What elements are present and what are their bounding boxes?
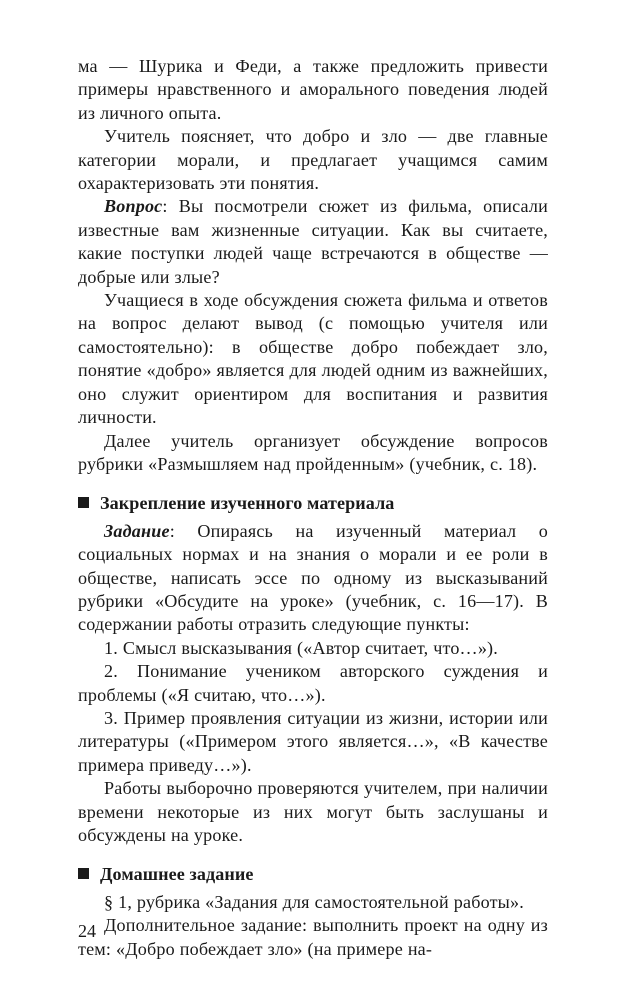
lead-term-vopros: Вопрос	[104, 196, 163, 217]
body-paragraph: § 1, рубрика «Задания для самостоятельной работы».	[104, 891, 524, 912]
paragraph-body-text: : Вы посмотрели сюжет из фильма, описали известные вам жизненные ситуации. Как вы считаете, какие поступки людей чаще встречаются в обществе — добрые или злые?	[78, 196, 548, 287]
section-heading-homework	[78, 863, 548, 886]
body-paragraph: Учитель поясняет, что добро и зло — две главные категории морали, и предлагает учащимся самим охарактеризовать эти понятия.	[78, 126, 548, 194]
heading-spacer	[78, 476, 548, 492]
body-paragraph: Далее учитель организует обсуждение вопросов рубрики «Размышляем над пройденным» (учебник, с. 18).	[78, 430, 548, 474]
body-paragraph-question	[78, 195, 548, 289]
section-heading-label: Закрепление изученного материала	[100, 493, 395, 514]
numbered-item: 3. Пример проявления ситуации из жизни, истории или литературы («Примером этого является…», «В качестве примера приведу…»).	[78, 707, 548, 775]
body-paragraph: ма — Шурика и Феди, а также предложить привести примеры нравственного и аморального поведения людей из личного опыта.	[78, 56, 548, 123]
numbered-item: 2. Понимание учеником авторского суждения и проблемы («Я считаю, что…»).	[78, 661, 548, 705]
heading-spacer	[78, 847, 548, 863]
numbered-item: 1. Смысл высказывания («Автор считает, что…»).	[104, 637, 498, 658]
filled-square-bullet-icon	[78, 497, 89, 508]
text-column	[78, 55, 548, 961]
filled-square-bullet-icon	[78, 868, 89, 879]
section-heading-consolidation	[78, 492, 548, 515]
page-number: 24	[78, 921, 97, 941]
section-heading-label: Домашнее задание	[100, 864, 254, 885]
body-paragraph: Работы выборочно проверяются учителем, при наличии времени некоторые из них могут быть заслушаны и обсуждены на уроке.	[78, 778, 548, 845]
body-paragraph: Учащиеся в ходе обсуждения сюжета фильма и ответов на вопрос делают вывод (с помощью учителя или самостоятельно): в обществе добро побеждает зло, понятие «добро» является для людей одним из важнейших, оно служит ориентиром для воспитания и развития личности.	[78, 290, 548, 428]
lead-term-zadanie: Задание	[104, 520, 170, 541]
body-paragraph: Дополнительное задание: выполнить проект на одну из тем: «Добро побеждает зло» (на примере на-	[78, 915, 548, 959]
paragraph-body-text: : Опираясь на изученный материал о социальных нормах и на знания о морали и ее роли в обществе, написать эссе по одному из высказываний рубрики «Обсудите на уроке» (учебник, с. 16—17). В содержании работы отразить следующие пункты:	[78, 520, 548, 635]
body-paragraph-task	[78, 520, 548, 637]
